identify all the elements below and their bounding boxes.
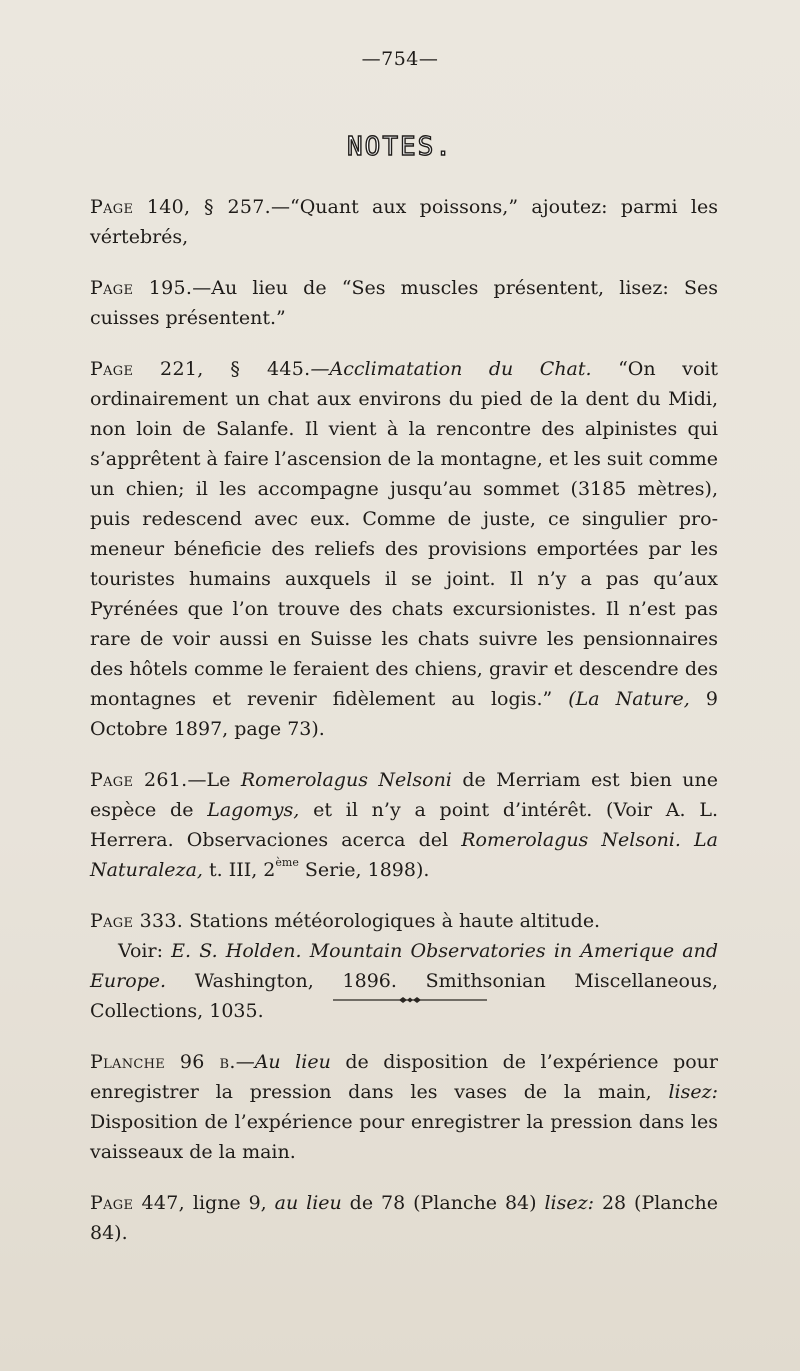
note-source-title: E. S. Holden. Mountain Observatories in Amerique and Europe.	[90, 940, 718, 992]
note-reference: Page 333.	[90, 910, 184, 932]
superscript: ème	[275, 856, 299, 869]
note-reference: Page 195.	[90, 277, 193, 299]
note-text: Washington, 1896. Smithsonian Miscellaneous, Collections, 1035.	[90, 970, 718, 1022]
note-page-333	[90, 906, 718, 1026]
note-reference: Planche 96 b.	[90, 1051, 236, 1073]
note-reference: Page 140, § 257.	[90, 196, 271, 218]
note-page-140	[90, 192, 718, 252]
note-text: Serie, 1898).	[298, 859, 430, 881]
note-text: t. III, 2	[202, 859, 276, 881]
note-reference: Page 221, § 445.	[90, 358, 311, 380]
note-text: Voir:	[118, 940, 172, 962]
note-taxon: Lagomys,	[207, 799, 300, 821]
note-text: 28 (Planche 84).	[90, 1192, 718, 1244]
note-page-261	[90, 765, 718, 885]
note-text: de Merriam est bien une espèce de	[90, 769, 719, 821]
note-page-195	[90, 273, 718, 333]
note-reference: Page 447,	[90, 1192, 185, 1214]
note-text: Disposition de l’expérience pour enregistrer la pression dans les vaisseaux de la main.	[90, 1111, 718, 1163]
note-text: de 78 (Planche 84)	[341, 1192, 545, 1214]
page-number: —754—	[361, 48, 439, 70]
note-title: —Acclimatation du Chat.	[310, 358, 592, 380]
page-heading: NOTES.	[347, 132, 453, 162]
note-taxon: Romerolagus Nelsoni	[240, 769, 452, 791]
notes-body	[90, 192, 718, 1248]
note-text: ligne 9,	[184, 1192, 275, 1214]
note-page-221	[90, 354, 718, 744]
note-text: de disposition de l’expérience pour enregistrer la pression dans les vases de la main,	[90, 1051, 718, 1103]
note-text: lisez:	[544, 1192, 595, 1214]
note-source: 9 Octobre 1897, page 73).	[90, 688, 718, 740]
note-text: Stations météorologiques à haute altitude.	[183, 910, 601, 932]
note-text: au lieu	[274, 1192, 342, 1214]
note-source-title: (La Nature,	[568, 688, 690, 710]
note-text: —Au lieu	[235, 1051, 331, 1073]
note-reference: Page 261.	[90, 769, 188, 791]
note-plate-96b	[90, 1047, 718, 1167]
note-text: et il n’y a point d’intérêt. (Voir A. L. Herrera. Observaciones acerca del	[90, 799, 718, 851]
note-source-title: Romerolagus Nelsoni. La Naturaleza,	[90, 829, 718, 881]
note-text: —“Quant aux poissons,” ajoutez: parmi les vértebrés,	[90, 196, 718, 248]
note-text: “On voit ordinairement un chat aux environs du pied de la dent du Midi, non loin de Salanfe. Il vient à la rencontre des alpinistes qui s’apprêtent à faire l’ascension de la montagne, et les suit comme un chien; il les accompagne jusqu’au sommet (3185 mètres), puis redescend avec eux. Comme de juste, ce singulier promeneur béneficie des reliefs des provisions emportées par les touristes humains auxquels il se joint. Il n’y a pas qu’aux Pyrénées que l’on trouve des chats excursionistes. Il n’est pas rare de voir aussi en Suisse les chats suivre les pensionnaires des hôtels comme le feraient des chiens, gravir et descendre des montagnes et revenir fidèlement au logis.”	[90, 358, 718, 710]
note-text: lisez:	[668, 1081, 718, 1103]
ornamental-rule	[333, 996, 487, 1004]
note-text: —Le	[187, 769, 241, 791]
note-page-447	[90, 1188, 718, 1248]
note-text: —Au lieu de “Ses muscles présentent, lisez: Ses cuisses présentent.”	[90, 277, 718, 329]
